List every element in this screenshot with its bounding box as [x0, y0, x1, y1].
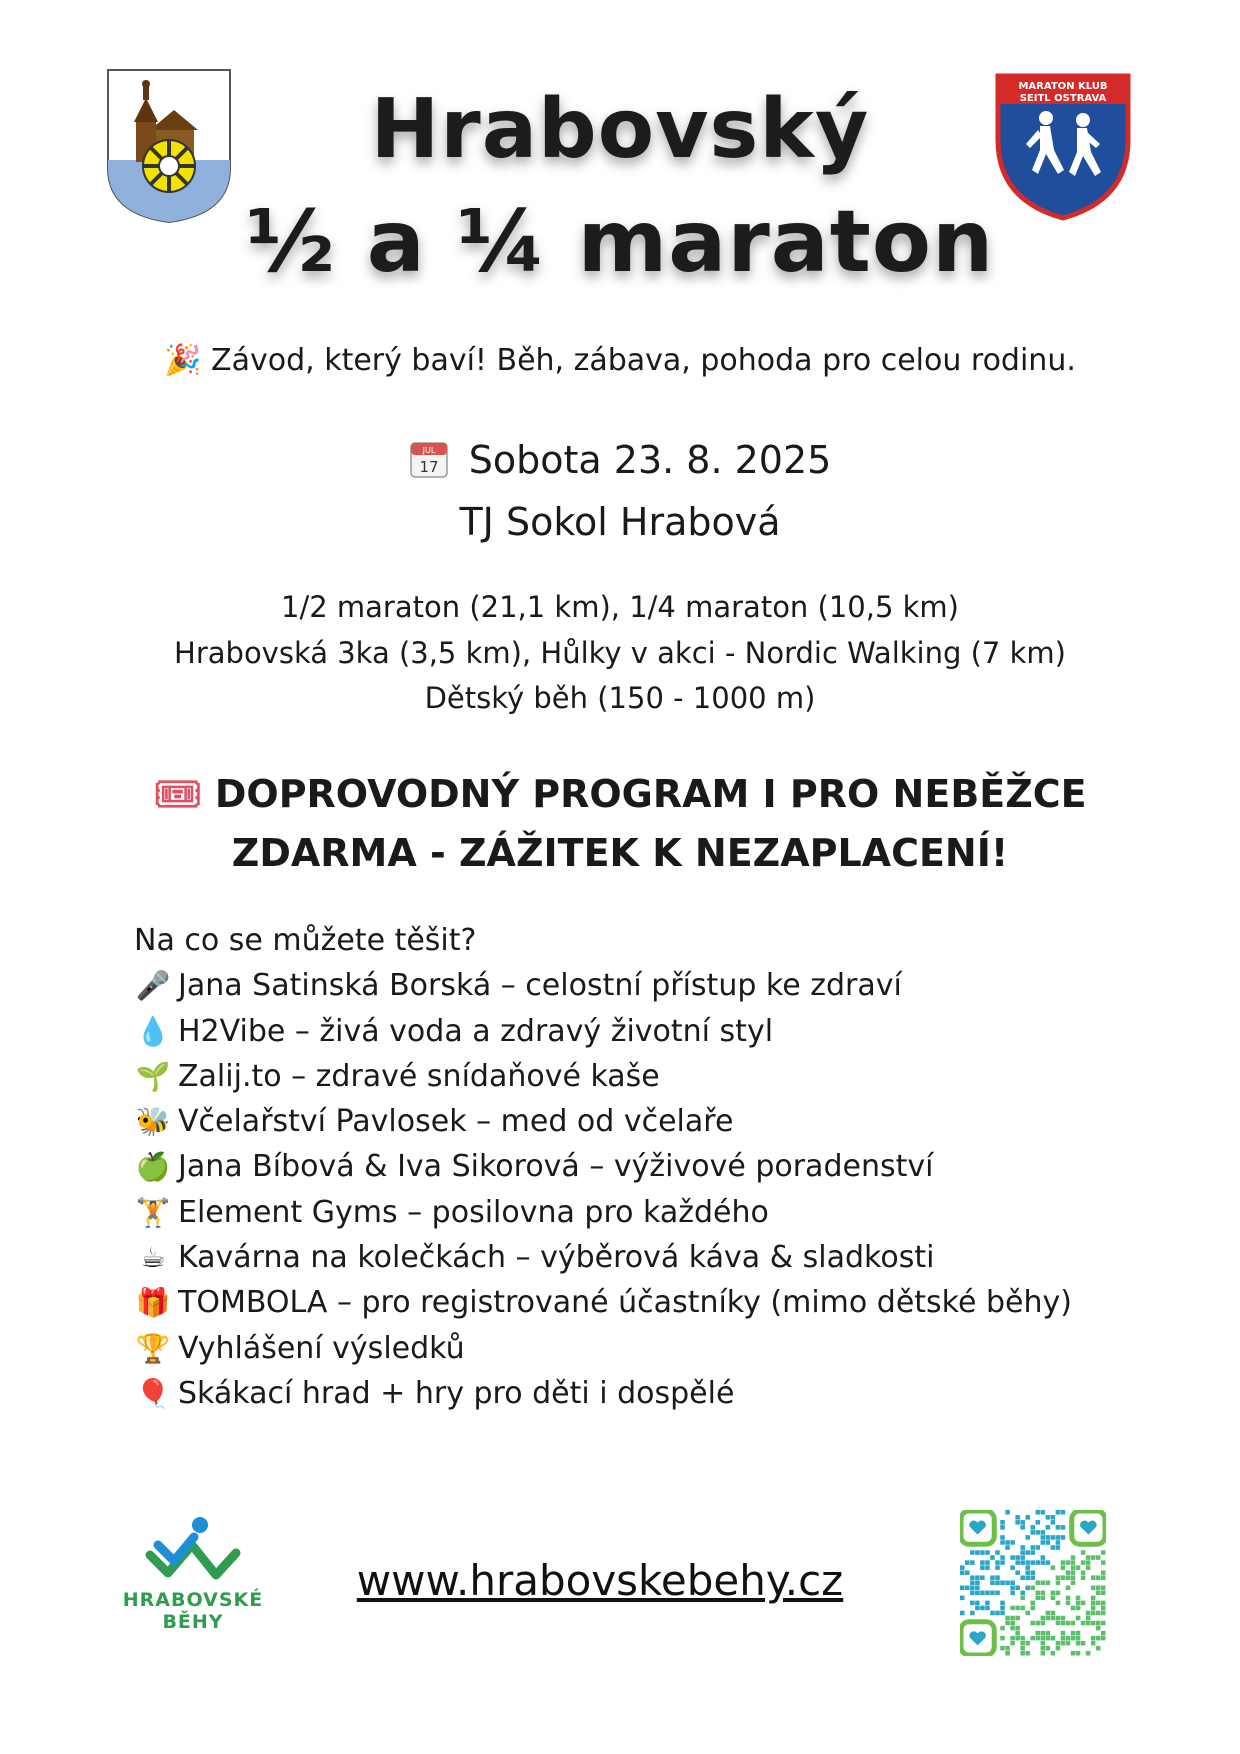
tagline	[0, 343, 1240, 378]
list-item-text: Zalij.to – zdravé snídaňové kaše	[178, 1058, 660, 1094]
list-item	[134, 1144, 1072, 1189]
promo-heading	[0, 772, 1240, 817]
party-popper-icon: 🎉	[164, 343, 202, 378]
list-item-text: TOMBOLA – pro registrované účastníky (mimo dětské běhy)	[178, 1285, 1072, 1321]
promo-subheading: ZDARMA - ZÁŽITEK K NEZAPLACENÍ!	[231, 831, 1009, 875]
list-item	[134, 1009, 1072, 1054]
list-item-text: Kavárna na kolečkách – výběrová káva & sladkosti	[178, 1240, 935, 1276]
list-item-text: Jana Bíbová & Iva Sikorová – výživové poradenství	[178, 1149, 934, 1185]
ticket-icon: 🎟	[153, 772, 202, 816]
tagline-text: Závod, který baví! Běh, zábava, pohoda pro celou rodinu.	[211, 343, 1076, 378]
logo-text-line2: BĚHY	[162, 1611, 224, 1633]
svg-text:SEITL OSTRAVA: SEITL OSTRAVA	[1019, 93, 1107, 104]
hrabovske-behy-logo	[118, 1515, 268, 1635]
race-line: 1/2 maraton (21,1 km), 1/4 maraton (10,5 km)	[281, 590, 959, 624]
list-item	[134, 1280, 1072, 1325]
list-item	[134, 1326, 1072, 1371]
list-item-text: Skákací hrad + hry pro děti i dospělé	[178, 1375, 735, 1411]
green-apple-icon: 🍏	[135, 1150, 171, 1184]
list-item	[134, 1235, 1072, 1280]
list-item-text: Element Gyms – posilovna pro každého	[178, 1194, 769, 1230]
calendar-month: JUL	[422, 445, 436, 455]
calendar-icon	[409, 439, 449, 479]
program-heading: Na co se můžete těšit?	[134, 923, 477, 958]
list-item	[134, 1190, 1072, 1235]
page-subtitle: ½ a ¼ maraton	[245, 192, 995, 292]
coffee-icon: ☕	[140, 1241, 166, 1275]
page-title: Hrabovský	[370, 82, 870, 177]
svg-text:MARATON KLUB: MARATON KLUB	[1018, 81, 1108, 92]
trophy-icon: 🏆	[135, 1331, 171, 1365]
list-item-text: Jana Satinská Borská – celostní přístup ke zdraví	[178, 968, 902, 1004]
bee-icon: 🐝	[135, 1105, 171, 1139]
event-venue: TJ Sokol Hrabová	[459, 500, 781, 544]
list-item	[134, 1371, 1072, 1416]
weightlifter-icon: 🏋	[135, 1195, 171, 1229]
seedling-icon: 🌱	[135, 1059, 171, 1093]
list-item	[134, 963, 1072, 1008]
list-item	[134, 1054, 1072, 1099]
event-date	[0, 438, 1240, 483]
gift-icon: 🎁	[135, 1286, 171, 1320]
calendar-day: 17	[419, 457, 439, 476]
program-list	[134, 918, 1072, 1416]
logo-text-line1: HRABOVSKÉ	[122, 1589, 264, 1611]
droplet-icon: 💧	[135, 1014, 171, 1048]
race-line: Dětský běh (150 - 1000 m)	[424, 681, 816, 715]
balloon-icon: 🎈	[135, 1376, 171, 1410]
website-link[interactable]: www.hrabovskebehy.cz	[356, 1556, 844, 1605]
list-item-text: H2Vibe – živá voda a zdravý životní styl	[178, 1013, 774, 1049]
race-line: Hrabovská 3ka (3,5 km), Hůlky v akci - Nordic Walking (7 km)	[174, 636, 1066, 670]
list-item	[134, 1099, 1072, 1144]
qr-code[interactable]	[960, 1510, 1106, 1656]
microphone-icon: 🎤	[135, 969, 171, 1003]
date-text: Sobota 23. 8. 2025	[468, 438, 832, 482]
list-item-text: Včelařství Pavlosek – med od včelaře	[178, 1104, 734, 1140]
list-item-text: Vyhlášení výsledků	[178, 1330, 465, 1366]
promo-line1: DOPROVODNÝ PROGRAM I PRO NEBĚŽCE	[214, 772, 1087, 816]
